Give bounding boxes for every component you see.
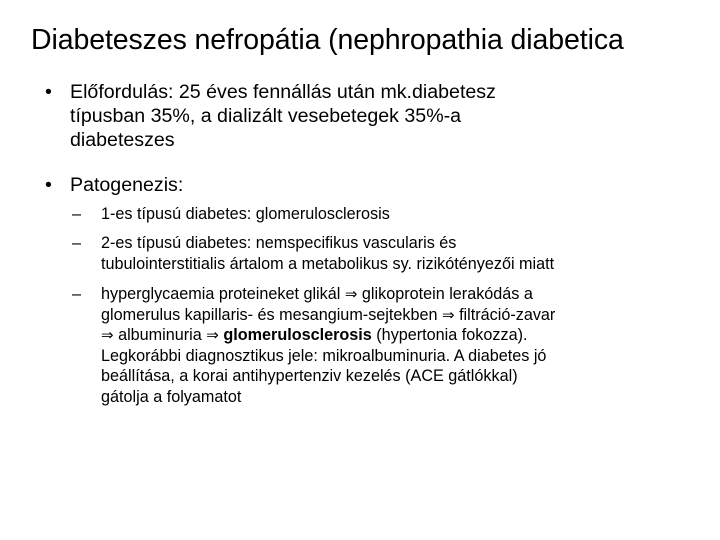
slide-title: Diabeteszes nefropátia (nephropathia diabetica <box>31 24 624 56</box>
text-segment: albuminuria <box>118 326 202 345</box>
implies-arrow-icon: ⇒ <box>344 285 358 303</box>
implies-arrow-icon: ⇒ <box>101 326 114 345</box>
sub-bullet-line: 1-es típusú diabetes: glomerulosclerosis <box>101 205 390 223</box>
emphasized-term: glomerulosclerosis <box>223 326 372 345</box>
sub-bullet-line: beállítása, a korai antihypertenziv kezelés (ACE gátlókkal) <box>101 367 518 386</box>
sub-bullet-marker: – <box>72 285 82 303</box>
sub-bullet-text <box>101 204 686 225</box>
bullet-line: diabeteszes <box>70 129 175 151</box>
bullet-line: Patogenezis: <box>70 174 184 196</box>
text-segment: glomerulus kapillaris- és mesangium-sejtekben <box>101 305 438 324</box>
text-segment: filtráció-zavar <box>459 305 556 324</box>
bullet-line: típusban 35%, a dializált vesebetegek 35%-a <box>70 105 462 127</box>
sub-bullet-marker: – <box>72 234 82 252</box>
bullet-text <box>70 80 670 152</box>
text-segment: hyperglycaemia proteineket glikál <box>101 285 341 303</box>
sub-bullet-text <box>101 284 686 408</box>
text-segment: glikoprotein lerakódás a <box>361 285 533 303</box>
sub-bullet-text <box>101 233 686 274</box>
bullet-marker: • <box>45 81 52 103</box>
implies-arrow-icon: ⇒ <box>206 326 219 345</box>
sub-bullet-marker: – <box>72 205 82 223</box>
sub-bullet-line <box>101 284 686 305</box>
text-segment: (hypertonia fokozza). <box>376 326 528 345</box>
sub-bullet-line: 2-es típusú diabetes: nemspecifikus vascularis és <box>101 234 457 252</box>
sub-bullet-line: tubulointerstitialis ártalom a metabolikus sy. rizikótényezői miatt <box>101 254 555 273</box>
bullet-text <box>70 173 670 197</box>
sub-bullet-line <box>101 325 686 346</box>
bullet-line: Előfordulás: 25 éves fennállás után mk.diabetesz <box>70 81 496 103</box>
sub-bullet-line: gátolja a folyamatot <box>101 387 242 406</box>
sub-bullet-line: Legkorábbi diagnosztikus jele: mikroalbuminuria. A diabetes jó <box>101 346 547 365</box>
bullet-marker: • <box>45 174 52 196</box>
sub-bullet-line <box>101 305 686 326</box>
implies-arrow-icon: ⇒ <box>441 305 455 324</box>
